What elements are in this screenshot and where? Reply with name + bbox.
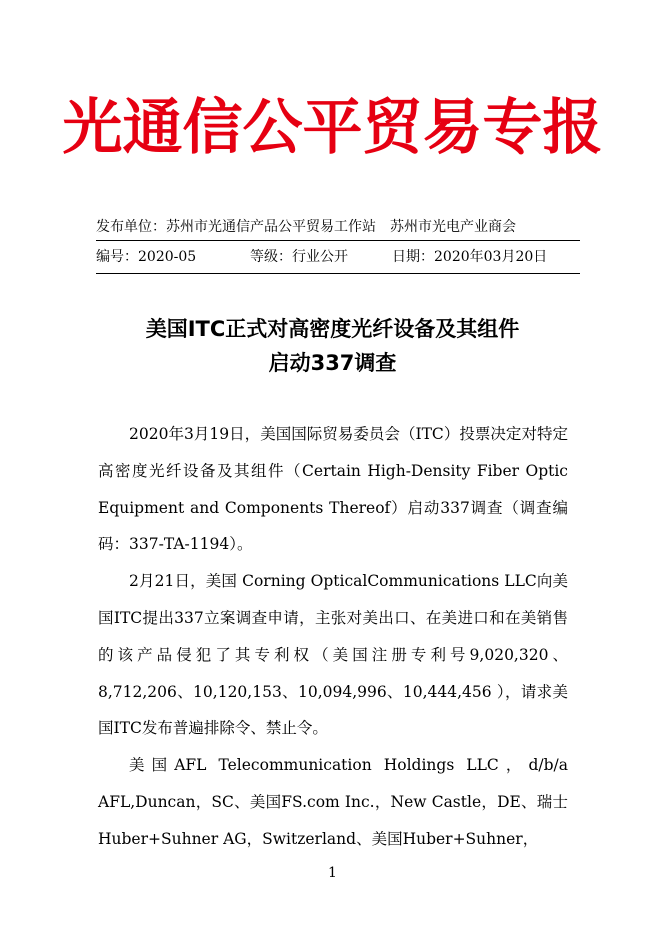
page-number: 1 <box>328 865 337 881</box>
classification-level: 等级：行业公开 <box>250 249 348 265</box>
issue-date: 日期：2020年03月20日 <box>392 249 548 265</box>
header-divider-top <box>96 240 580 241</box>
paragraph-1: 2020年3月19日，美国国际贸易委员会（ITC）投票决定对特定高密度光纤设备及其组件（Certain High-Density Fiber Optic Equipment and Components Thereof）启动337调查（调查编码：337-TA-1194）。 <box>98 425 568 554</box>
issuer-line: 发布单位：苏州市光通信产品公平贸易工作站 苏州市光电产业商会 <box>96 219 516 235</box>
article-title-line-1: 美国ITC正式对高密度光纤设备及其组件 <box>145 317 520 341</box>
paragraph-2: 2月21日，美国 Corning OpticalCommunications LLC向美国ITC提出337立案调查申请，主张对美出口、在美进口和在美销售的该产品侵犯了其专利权（美国注册专利号9,020,320、8,712,206、10,120,153、10,094,996、10,444,456 ），请求美国ITC发布普遍排除令、禁止令。 <box>98 572 568 738</box>
masthead-title: 光通信公平贸易专报 <box>62 93 603 163</box>
paragraph-3: 美国AFL Telecommunication Holdings LLC，d/b/a AFL,Duncan，SC、美国FS.com Inc.，New Castle，DE、瑞士Huber+Suhner AG，Switzerland、美国Huber+Suhner， <box>98 756 568 848</box>
article-title-line-2: 启动337调查 <box>268 351 397 375</box>
issue-number: 编号：2020-05 <box>96 249 197 265</box>
article-body <box>98 416 568 858</box>
header-divider-bottom <box>96 273 580 274</box>
meta-row <box>96 248 576 266</box>
